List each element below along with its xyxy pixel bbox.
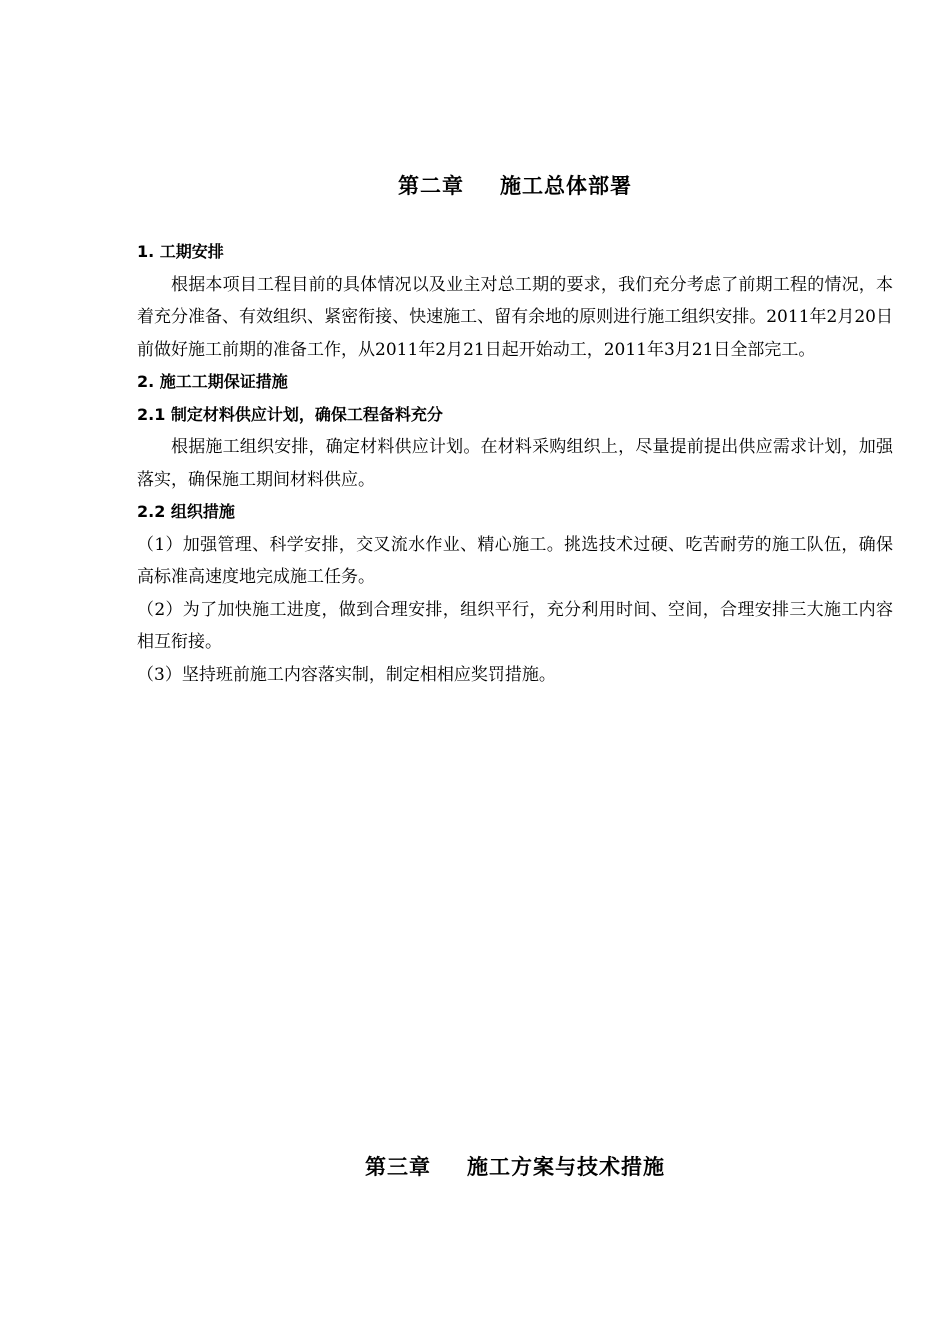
chapter-2-title [40, 170, 950, 200]
chapter-2-name: 施工总体部署 [500, 174, 632, 198]
section-2-heading: 2. 施工工期保证措施 [137, 372, 288, 391]
section-2-1-heading: 2.1 制定材料供应计划，确保工程备料充分 [137, 404, 443, 424]
section-2-1-paragraph: 根据施工组织安排，确定材料供应计划。在材料采购组织上，尽量提前提出供应需求计划，加强落实，确保施工期间材料供应。 [137, 437, 893, 490]
chapter-3-number: 第三章 [365, 1155, 431, 1179]
chapter-2-content [137, 236, 893, 691]
section-1-heading: 1. 工期安排 [137, 242, 224, 261]
list-item: （1）加强管理、科学安排，交叉流水作业、精心施工。挑选技术过硬、吃苦耐劳的施工队伍，确保高标准高速度地完成施工任务。 [137, 534, 893, 587]
section-1-paragraph: 根据本项目工程目前的具体情况以及业主对总工期的要求，我们充分考虑了前期工程的情况，本着充分准备、有效组织、紧密衔接、快速施工、留有余地的原则进行施工组织安排。2011年2月20日前做好施工前期的准备工作，从2011年2月21日起开始动工，2011年3月21日全部完工。 [137, 274, 893, 360]
list-item: （2）为了加快施工进度，做到合理安排，组织平行，充分利用时间、空间，合理安排三大施工内容相互衔接。 [137, 599, 893, 652]
list-item: （3）坚持班前施工内容落实制，制定相相应奖罚措施。 [137, 664, 556, 685]
chapter-2-number: 第二章 [398, 174, 464, 198]
chapter-3-name: 施工方案与技术措施 [467, 1155, 665, 1179]
section-2-2-heading: 2.2 组织措施 [137, 502, 235, 521]
chapter-3-title [40, 1151, 950, 1181]
